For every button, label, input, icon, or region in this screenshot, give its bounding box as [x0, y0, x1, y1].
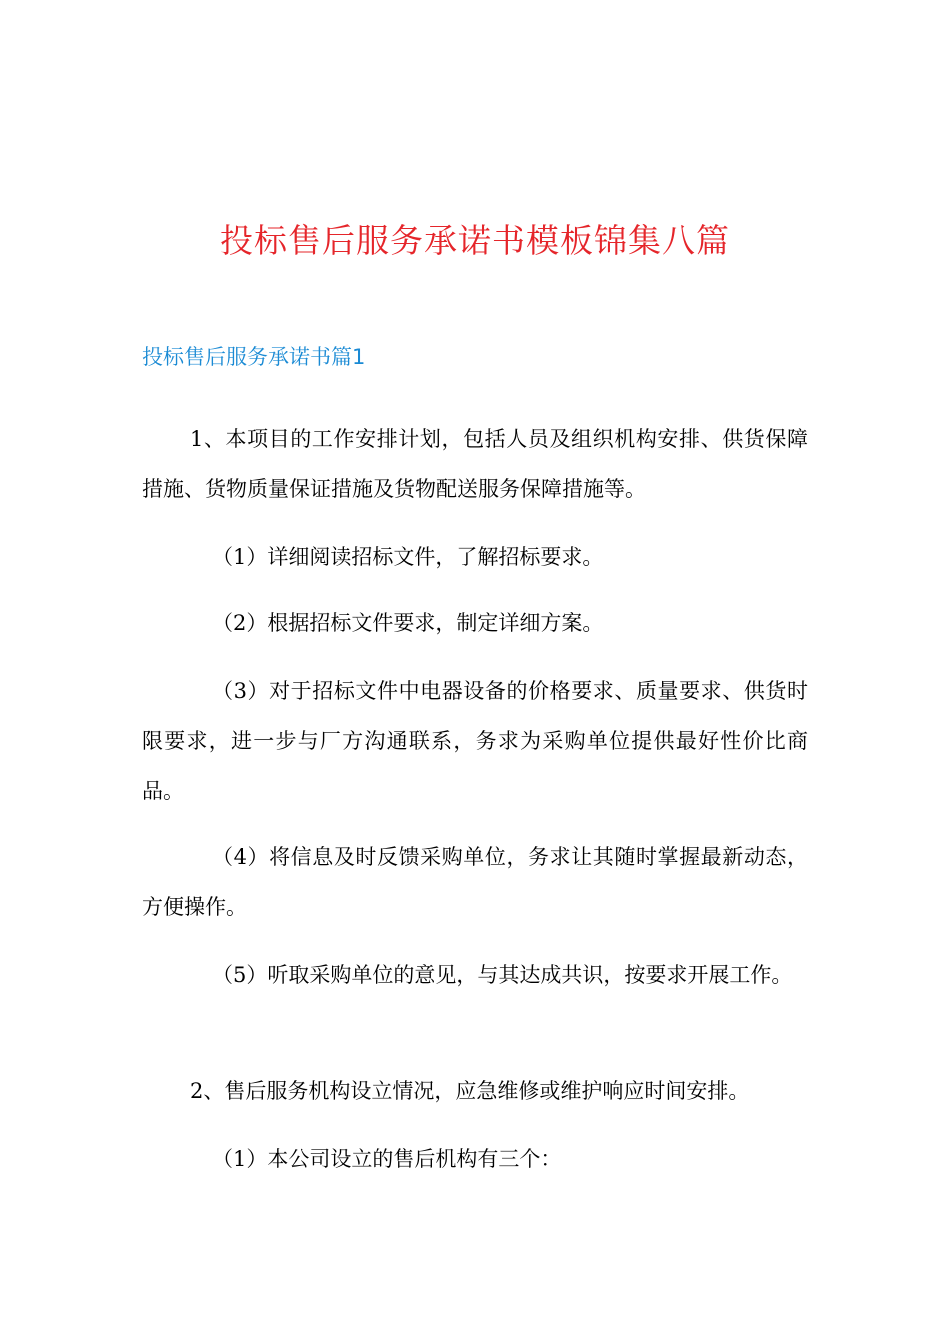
paragraph-item-2: 2、售后服务机构设立情况，应急维修或维护响应时间安排。: [190, 1079, 750, 1103]
section-heading: 投标售后服务承诺书篇1: [142, 345, 366, 369]
document-title: 投标售后服务承诺书模板锦集八篇: [220, 221, 730, 260]
paragraph-item-1: 1、本项目的工作安排计划，包括人员及组织机构安排、供货保障措施、货物质量保证措施及货物配送服务保障措施等。: [142, 427, 808, 501]
paragraph-subitem-5: （5）听取采购单位的意见，与其达成共识，按要求开展工作。: [212, 963, 793, 987]
paragraph-subitem-3: （3）对于招标文件中电器设备的价格要求、质量要求、供货时限要求，进一步与厂方沟通联系，务求为采购单位提供最好性价比商品。: [142, 679, 808, 803]
paragraph-subitem-6: （1）本公司设立的售后机构有三个：: [212, 1147, 562, 1171]
paragraph-subitem-1: （1）详细阅读招标文件，了解招标要求。: [212, 545, 604, 569]
paragraph-subitem-2: （2）根据招标文件要求，制定详细方案。: [212, 611, 604, 635]
paragraph-subitem-4: （4）将信息及时反馈采购单位，务求让其随时掌握最新动态，方便操作。: [142, 845, 808, 919]
